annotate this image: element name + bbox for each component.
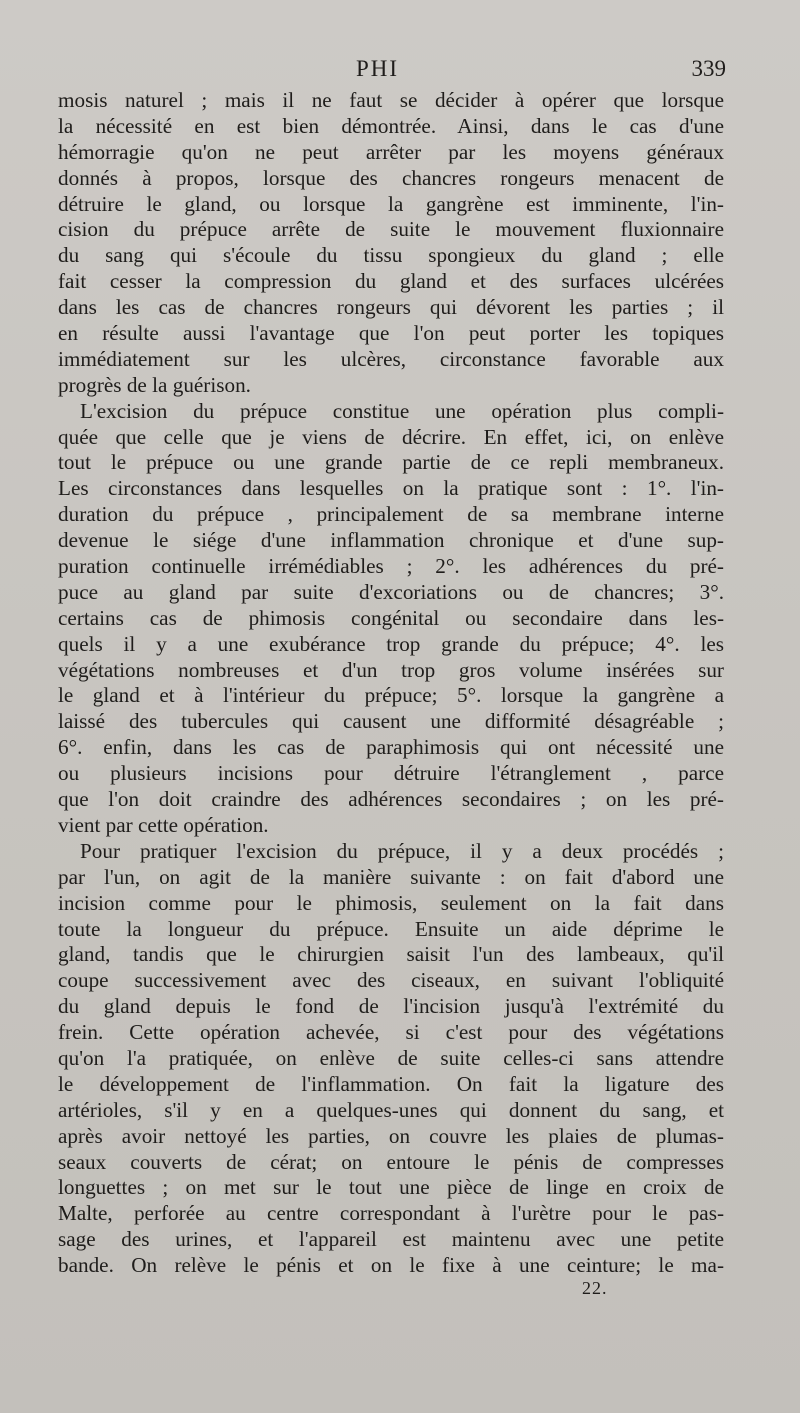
text-line: végétations nombreuses et d'un trop gros volume insérées sur: [58, 657, 724, 682]
text-line: frein. Cette opération achevée, si c'est pour des végétations: [58, 1020, 724, 1045]
text-line: immédiatement sur les ulcères, circonstance favorable aux: [58, 346, 724, 371]
text-line: fait cesser la compression du gland et des surfaces ulcérées: [58, 269, 724, 294]
text-line: tout le prépuce ou une grande partie de ce repli membraneux.: [58, 450, 724, 475]
text-line: incision comme pour le phimosis, seulement on la fait dans: [58, 890, 724, 915]
text-line: détruire le gland, ou lorsque la gangrène est imminente, l'in-: [58, 191, 724, 216]
text-line: duration du prépuce , principalement de sa membrane interne: [58, 502, 724, 527]
text-line: sage des urines, et l'appareil est maintenu avec une petite: [58, 1227, 724, 1252]
text-line: après avoir nettoyé les parties, on couvre les plaies de plumas-: [58, 1123, 724, 1148]
text-line: ou plusieurs incisions pour détruire l'étranglement , parce: [58, 761, 724, 786]
page-number: 339: [691, 56, 726, 81]
text-line: coupe successivement avec des ciseaux, en suivant l'obliquité: [58, 968, 724, 993]
text-line: qu'on l'a pratiquée, on enlève de suite celles-ci sans attendre: [58, 1045, 724, 1070]
text-line: 6°. enfin, dans les cas de paraphimosis qui ont nécessité une: [58, 735, 724, 760]
text-line: gland, tandis que le chirurgien saisit l'un des lambeaux, qu'il: [58, 942, 724, 967]
signature-mark: 22.: [582, 1278, 608, 1298]
paragraph-first-line: L'excision du prépuce constitue une opération plus compli-: [80, 398, 724, 423]
text-line: mosis naturel ; mais il ne faut se décider à opérer que lorsque: [58, 88, 724, 112]
text-line: dans les cas de chancres rongeurs qui dévorent les parties ; il: [58, 295, 724, 320]
text-line: du gland depuis le fond de l'incision jusqu'à l'extrémité du: [58, 994, 724, 1019]
text-line: puration continuelle irrémédiables ; 2°. les adhérences du pré-: [58, 554, 724, 579]
text-line: puce au gland par suite d'excoriations ou de chancres; 3°.: [58, 579, 724, 604]
body-text: [58, 88, 724, 1279]
text-line: la nécessité en est bien démontrée. Ainsi, dans le cas d'une: [58, 113, 724, 138]
text-line: longuettes ; on met sur le tout une pièce de linge en croix de: [58, 1175, 724, 1200]
running-head-title: PHI: [356, 56, 400, 81]
text-line: artérioles, s'il y en a quelques-unes qui donnent du sang, et: [58, 1097, 724, 1122]
text-line: Malte, perforée au centre correspondant à l'urètre pour le pas-: [58, 1201, 724, 1226]
text-line: le gland et à l'intérieur du prépuce; 5°. lorsque la gangrène a: [58, 683, 724, 708]
text-line: Les circonstances dans lesquelles on la pratique sont : 1°. l'in-: [58, 476, 724, 501]
text-line: par l'un, on agit de la manière suivante : on fait d'abord une: [58, 864, 724, 889]
text-line: quée que celle que je viens de décrire. En effet, ici, on enlève: [58, 424, 724, 449]
text-line: devenue le siége d'une inflammation chronique et d'une sup-: [58, 528, 724, 553]
text-line: que l'on doit craindre des adhérences secondaires ; on les pré-: [58, 787, 724, 812]
text-line: en résulte aussi l'avantage que l'on peut porter les topiques: [58, 321, 724, 346]
text-line: donnés à propos, lorsque des chancres rongeurs menacent de: [58, 165, 724, 190]
text-line: hémorragie qu'on ne peut arrêter par les moyens généraux: [58, 139, 724, 164]
text-line: quels il y a une exubérance trop grande du prépuce; 4°. les: [58, 631, 724, 656]
text-line: laissé des tubercules qui causent une difformité désagréable ;: [58, 709, 724, 734]
paragraph-last-line: progrès de la guérison.: [58, 372, 251, 397]
text-line: cision du prépuce arrête de suite le mouvement fluxionnaire: [58, 217, 724, 242]
paragraph-first-line: Pour pratiquer l'excision du prépuce, il y a deux procédés ;: [80, 838, 724, 863]
paragraph-last-line: vient par cette opération.: [58, 812, 269, 837]
text-line: seaux couverts de cérat; on entoure le pénis de compresses: [58, 1149, 724, 1174]
running-head: [56, 56, 726, 86]
text-line: certains cas de phimosis congénital ou secondaire dans les-: [58, 605, 724, 630]
text-line: toute la longueur du prépuce. Ensuite un aide déprime le: [58, 916, 724, 941]
text-line: le développement de l'inflammation. On fait la ligature des: [58, 1071, 724, 1096]
text-line: bande. On relève le pénis et on le fixe à une ceinture; le ma-: [58, 1253, 724, 1278]
text-line: du sang qui s'écoule du tissu spongieux du gland ; elle: [58, 243, 724, 268]
